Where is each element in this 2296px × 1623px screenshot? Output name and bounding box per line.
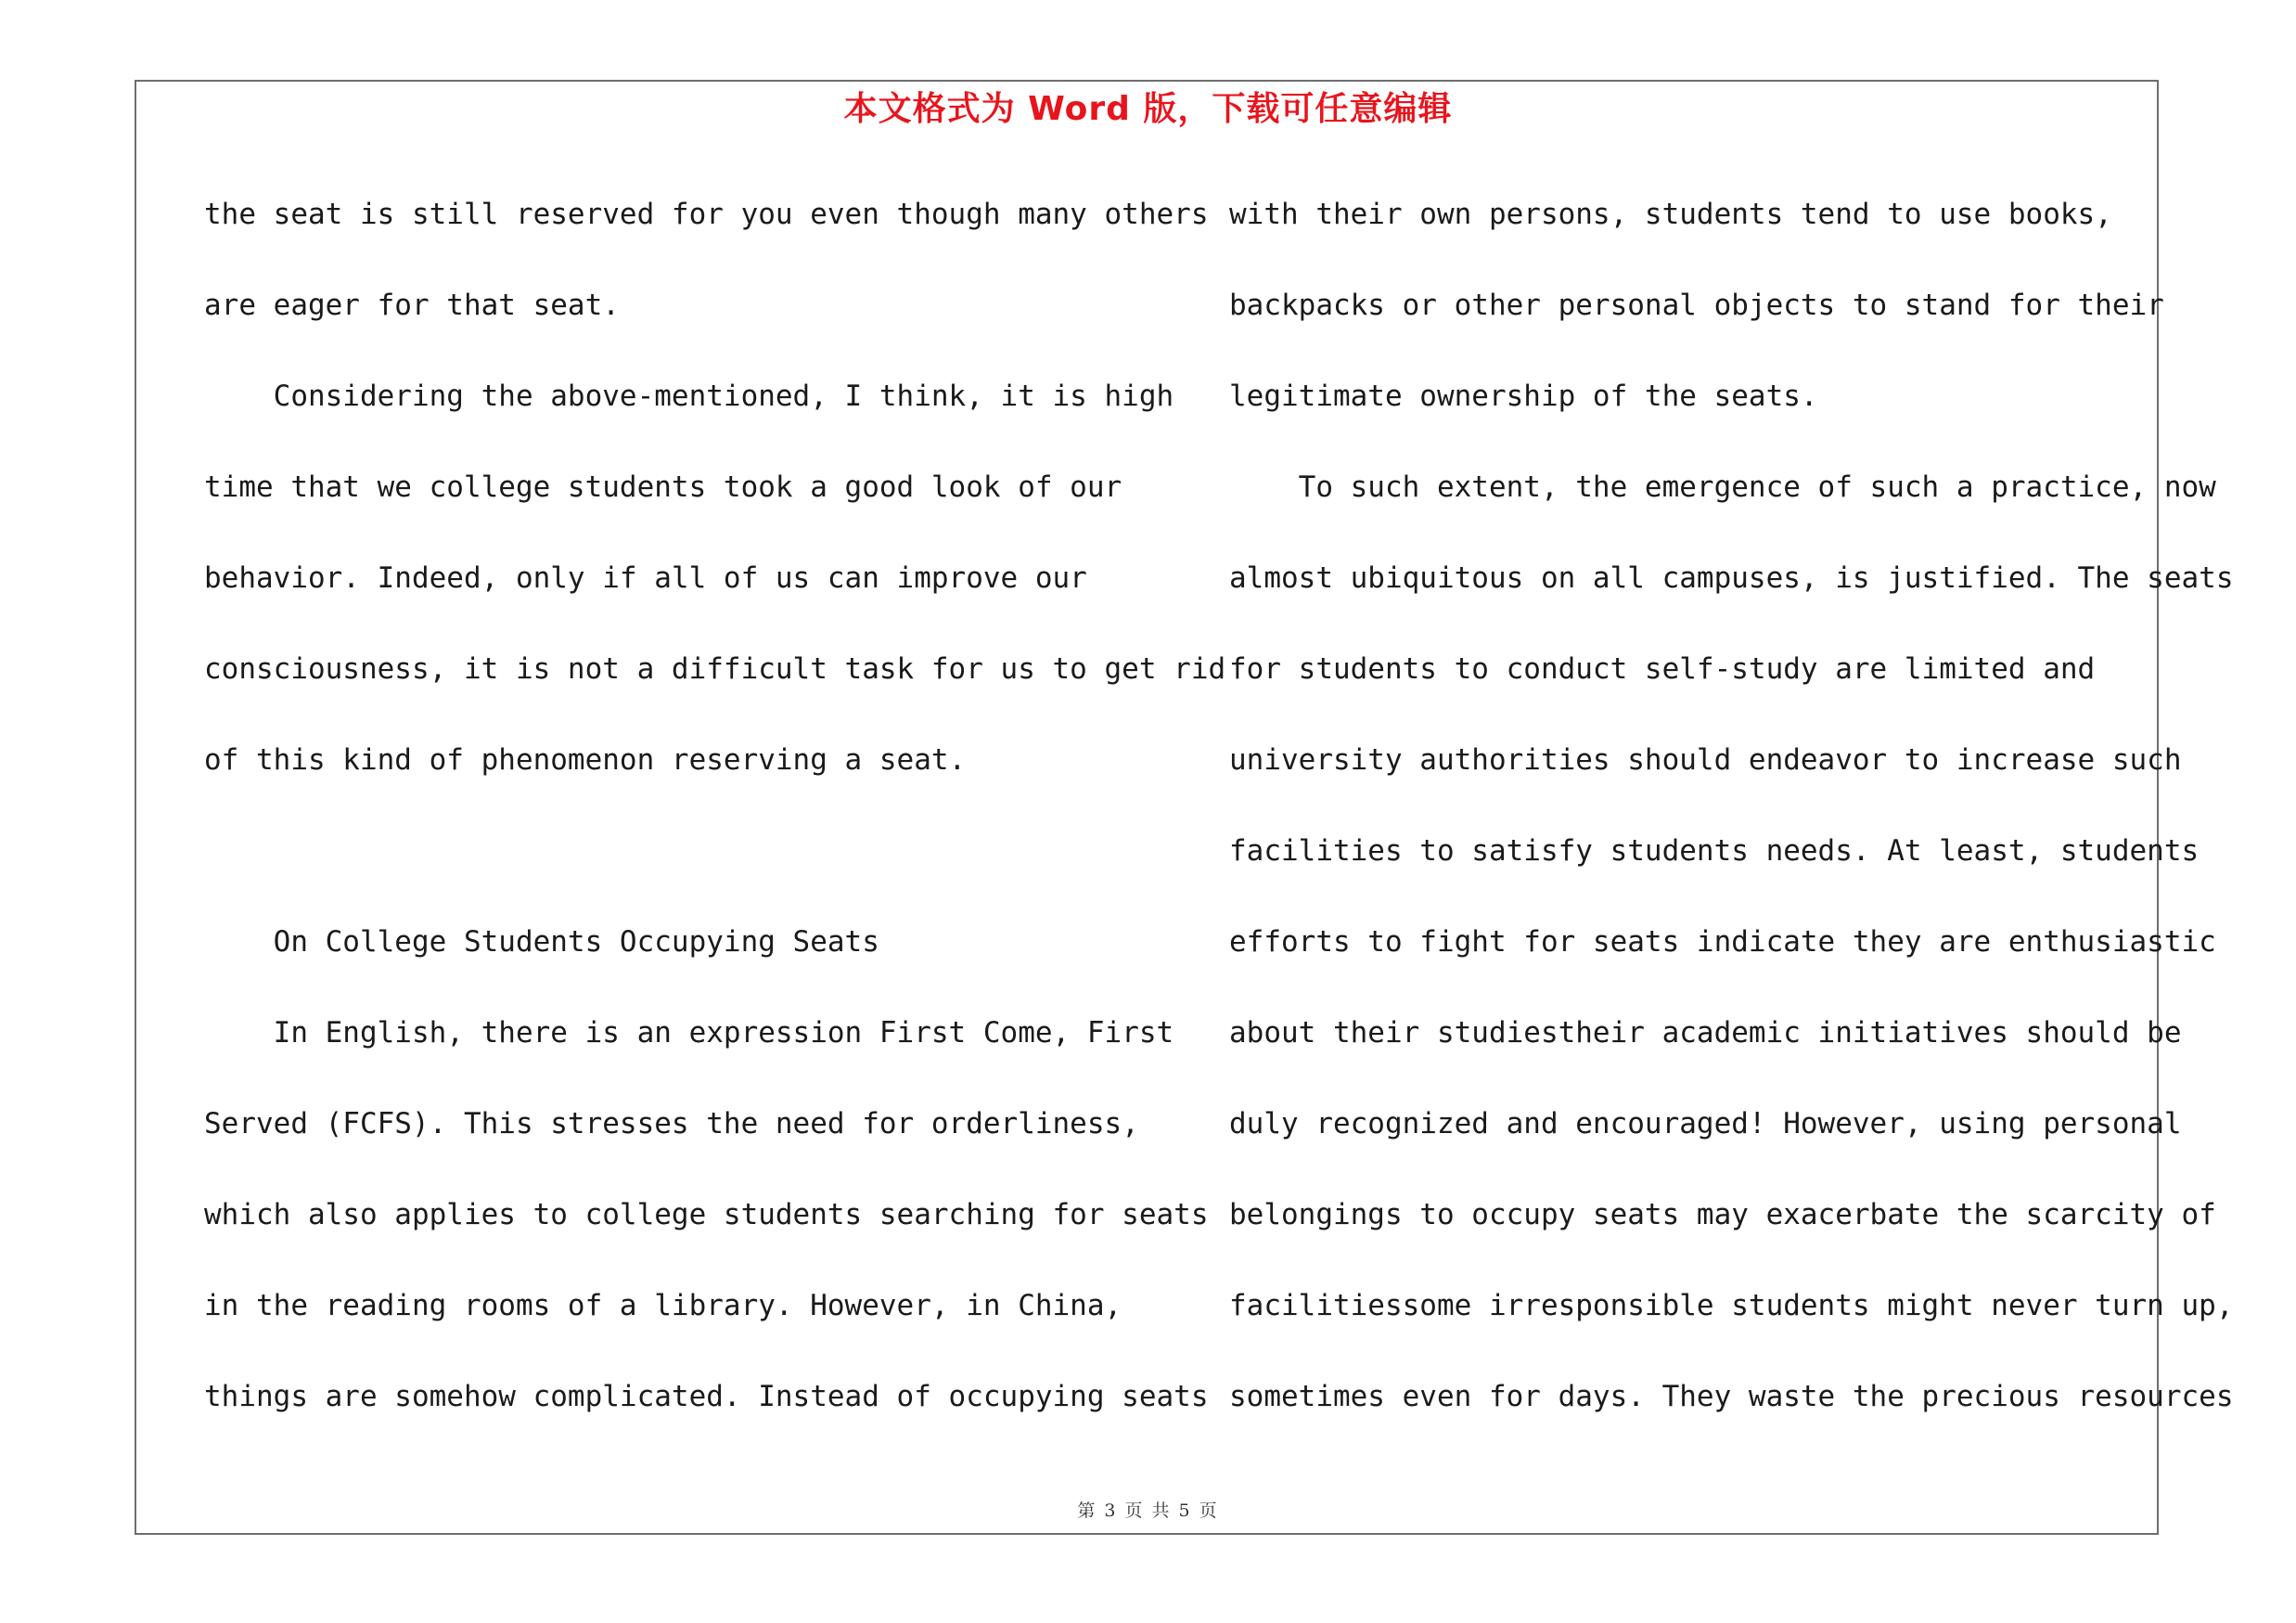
text-line: about their studiestheir academic initiatives should be (1229, 1016, 2182, 1050)
text-line: time that we college students took a good look of our (204, 470, 1122, 504)
text-line: almost ubiquitous on all campuses, is justified. The seats (1229, 561, 2234, 595)
text-line: duly recognized and encouraged! However, using personal (1229, 1107, 2182, 1140)
text-line: which also applies to college students searching for seats (204, 1198, 1209, 1231)
text-line: backpacks or other personal objects to stand for their (1229, 289, 2164, 322)
text-line: are eager for that seat. (204, 289, 620, 322)
text-line: Considering the above-mentioned, I think, it is high (204, 380, 1174, 413)
text-line: In English, there is an expression First Come, First (204, 1016, 1174, 1050)
blank-line (204, 822, 1141, 913)
text-line: behavior. Indeed, only if all of us can improve our (204, 561, 1087, 595)
text-line: university authorities should endeavor to increase such (1229, 743, 2182, 777)
text-line: facilities to satisfy students needs. At least, students (1229, 834, 2200, 868)
page-number-footer: 第 3 页 共 5 页 (1077, 1501, 1219, 1521)
text-line: efforts to fight for seats indicate they are enthusiastic (1229, 925, 2216, 959)
text-line: consciousness, it is not a difficult task for us to get rid (204, 652, 1226, 686)
right-text-column (1229, 186, 2234, 1459)
text-line: in the reading rooms of a library. However, in China, (204, 1289, 1122, 1322)
text-line: the seat is still reserved for you even though many others (204, 198, 1209, 231)
text-line: things are somehow complicated. Instead of occupying seats (204, 1380, 1209, 1413)
text-line: Served (FCFS). This stresses the need for orderliness, (204, 1107, 1139, 1140)
left-text-column (204, 186, 1226, 1459)
text-line: sometimes even for days. They waste the precious resources (1229, 1380, 2234, 1413)
text-line: with their own persons, students tend to use books, (1229, 198, 2112, 231)
text-line: facilitiessome irresponsible students might never turn up, (1229, 1289, 2234, 1322)
text-line: legitimate ownership of the seats. (1229, 380, 1818, 413)
text-line: belongings to occupy seats may exacerbate the scarcity of (1229, 1198, 2216, 1231)
word-format-banner: 本文格式为 Word 版，下载可任意编辑 (843, 90, 1453, 128)
text-line: for students to conduct self-study are limited and (1229, 652, 2096, 686)
text-line: of this kind of phenomenon reserving a seat. (204, 743, 967, 777)
text-line: To such extent, the emergence of such a practice, now (1229, 470, 2216, 504)
article-title: On College Students Occupying Seats (204, 925, 879, 959)
